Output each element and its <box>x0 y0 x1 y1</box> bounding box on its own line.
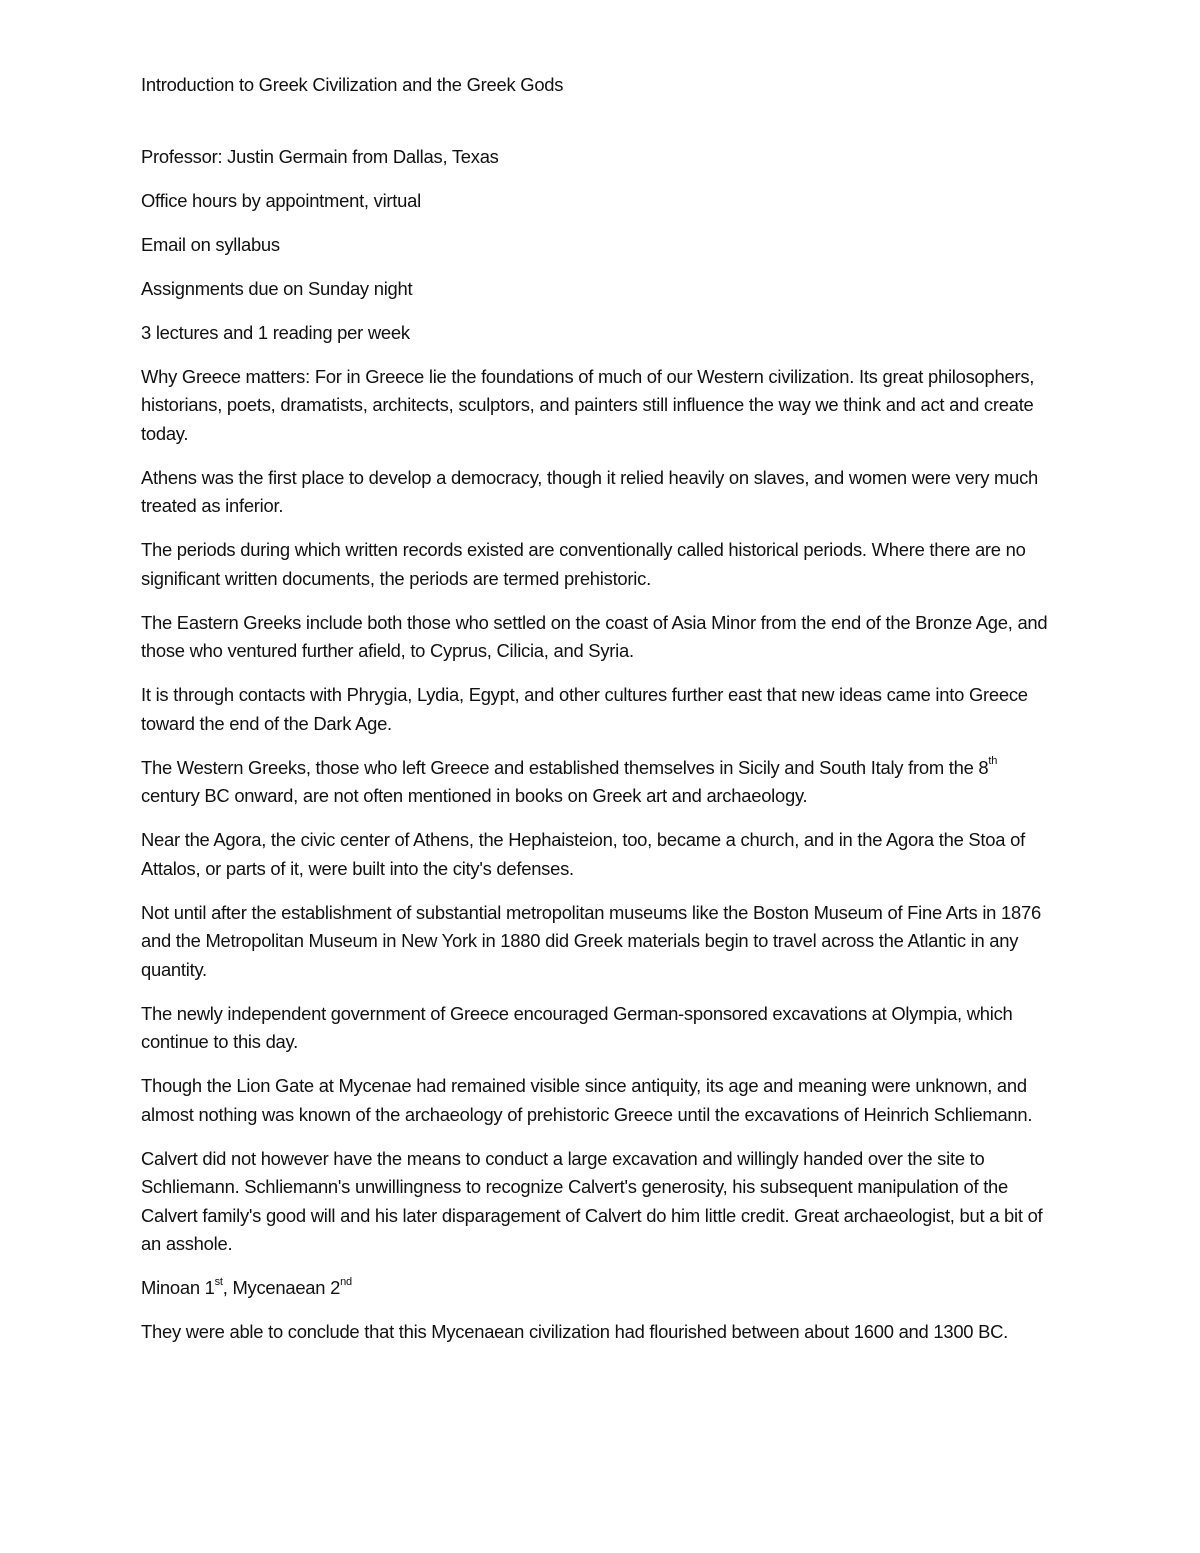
order-second-superscript: nd <box>340 1275 352 1288</box>
paragraph-museums: Not until after the establishment of substantial metropolitan museums like the Boston Museum of Fine Arts in 1876 and the Metropolitan Museum in New York in 1880 did Greek materials begin to travel across the Atlantic in any quantity. <box>141 901 1041 980</box>
western-greeks-superscript: th <box>988 755 998 768</box>
paragraph-periods: The periods during which written records existed are conventionally called historical periods. Where there are no significant written documents, the periods are termed prehistoric. <box>141 539 1026 589</box>
order-first-superscript: st <box>214 1275 223 1288</box>
paragraph-western-greeks <box>141 754 1060 811</box>
paragraph-contacts: It is through contacts with Phrygia, Lydia, Egypt, and other cultures further east that new ideas came into Greece toward the end of the Dark Age. <box>141 684 1028 734</box>
paragraph-athens: Athens was the first place to develop a democracy, though it relied heavily on slaves, and women were very much treated as inferior. <box>141 466 1039 516</box>
paragraph-eastern-greeks: The Eastern Greeks include both those who settled on the coast of Asia Minor from the end of the Bronze Age, and those who ventured further afield, to Cyprus, Cilicia, and Syria. <box>141 611 1048 661</box>
email-line: Email on syllabus <box>141 233 280 255</box>
document-title: Introduction to Greek Civilization and the Greek Gods <box>141 74 564 95</box>
paragraph-olympia: The newly independent government of Greece encouraged German-sponsored excavations at Olympia, which continue to this day. <box>141 1002 1013 1052</box>
professor-line: Professor: Justin Germain from Dallas, Texas <box>141 145 499 167</box>
paragraph-calvert: Calvert did not however have the means to conduct a large excavation and willingly handed over the site to Schliemann. Schliemann's unwillingness to recognize Calvert's generosity, his subsequent manipulation of the Calvert family's good will and his later disparagement of Calvert do him little credit. Great archaeologist, but a bit of an asshole. <box>141 1147 1043 1254</box>
paragraph-conclusion: They were able to conclude that this Mycenaean civilization had flourished between about 1600 and 1300 BC. <box>141 1321 1009 1342</box>
order-first: Minoan 1 <box>141 1277 215 1298</box>
assignments-line: Assignments due on Sunday night <box>141 277 413 299</box>
paragraph-why-greece: Why Greece matters: For in Greece lie the foundations of much of our Western civilization. Its great philosophers, historians, poets, dramatists, architects, sculptors, and painters still influence the way we think and act and create today. <box>141 365 1035 444</box>
order-second: , Mycenaean 2 <box>222 1277 341 1298</box>
office-hours-line: Office hours by appointment, virtual <box>141 189 421 211</box>
western-greeks-text-after: century BC onward, are not often mentioned in books on Greek art and archaeology. <box>141 785 808 806</box>
paragraph-minoan-mycenaean <box>141 1274 1060 1303</box>
paragraph-lion-gate: Though the Lion Gate at Mycenae had remained visible since antiquity, its age and meaning were unknown, and almost nothing was known of the archaeology of prehistoric Greece until the excavations of Heinrich Schliemann. <box>141 1075 1033 1125</box>
western-greeks-text-before: The Western Greeks, those who left Greece and established themselves in Sicily and South Italy from the 8 <box>141 756 989 778</box>
paragraph-agora: Near the Agora, the civic center of Athens, the Hephaisteion, too, became a church, and in the Agora the Stoa of Attalos, or parts of it, were built into the city's defenses. <box>141 829 1025 879</box>
lectures-line: 3 lectures and 1 reading per week <box>141 321 410 343</box>
